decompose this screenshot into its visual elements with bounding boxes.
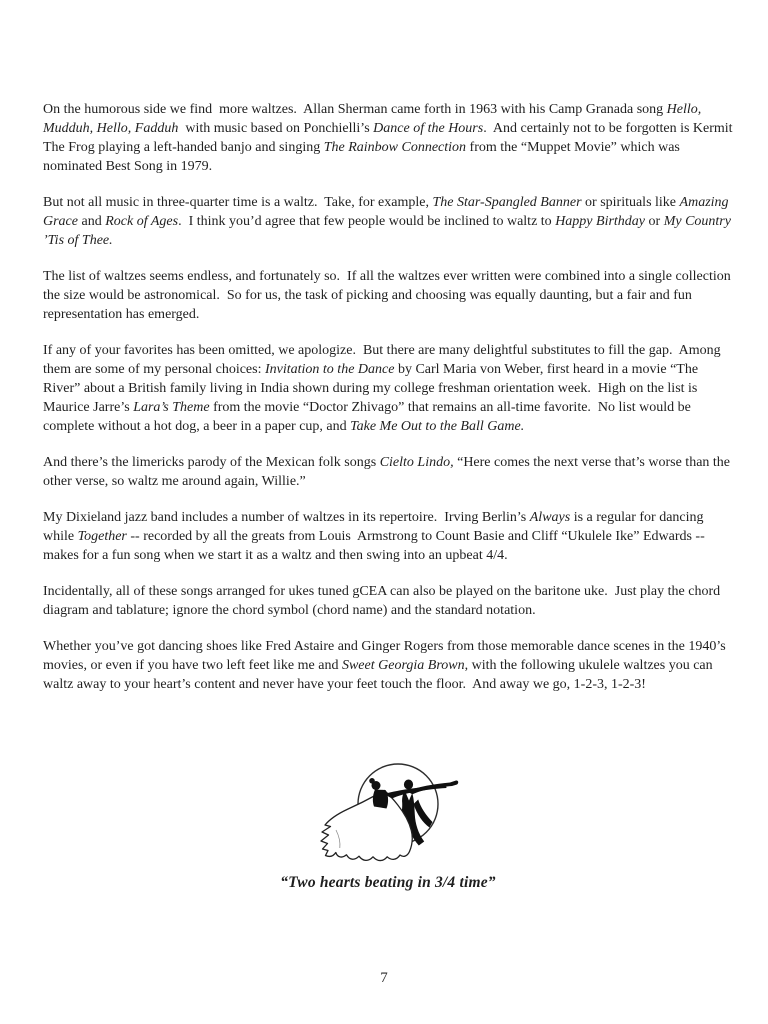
illustration-caption: “Two hearts beating in 3/4 time”: [280, 874, 496, 891]
body-paragraph: [43, 100, 736, 176]
text-run: . I think you’d agree that few people would be inclined to waltz to: [178, 214, 556, 229]
italic-title-text: The Rainbow Connection: [323, 140, 467, 155]
text-run: or spirituals like: [581, 195, 680, 210]
text-run: “Here comes the next verse that’s worse than the other verse, so waltz me around again, Willie.”: [43, 455, 734, 489]
body-paragraph: [43, 637, 733, 694]
italic-title-text: Always: [529, 510, 571, 525]
italic-title-text: Happy Birthday: [555, 214, 646, 229]
waltzing-couple-icon: [306, 752, 476, 867]
italic-title-text: Lara’s Theme: [133, 400, 210, 415]
italic-title-text: Invitation to the Dance: [264, 362, 395, 377]
text-run: On the humorous side we find more waltzes. Allan Sherman came forth in 1963 with his Camp Granada song: [43, 102, 667, 117]
text-run: from the “Muppet Movie” which was nominated Best Song in 1979.: [43, 140, 684, 174]
text-run: by Carl Maria von Weber, first heard in a movie “The River” about a British family living in India shown during my college freshman orientation week. High on the list is Maurice Jarre’s: [43, 362, 702, 415]
illustration-block: [0, 752, 768, 892]
italic-title-text: Hello, Mudduh, Hello, Fadduh: [43, 102, 705, 136]
italic-title-text: Take Me Out to the Ball Game.: [350, 419, 525, 434]
italic-title-text: My Country ’Tis of Thee.: [43, 214, 735, 248]
text-run: -- recorded by all the greats from Louis Armstrong to Count Basie and Cliff “Ukulele Ike” Edwards -- makes for a fun song when we start it as a waltz and then swing into an upbeat 4/4.: [43, 529, 709, 563]
body-paragraph: [43, 193, 733, 250]
text-run: If any of your favorites has been omitted, we apologize. But there are many delightful substitutes to fill the gap. Among them are some of my personal choices:: [43, 343, 725, 377]
body-paragraph: [43, 453, 733, 491]
text-run: . And certainly not to be forgotten is Kermit The Frog playing a left-handed banjo and singing: [43, 121, 736, 155]
body-paragraph: [43, 508, 733, 565]
italic-title-text: Sweet Georgia Brown: [341, 658, 465, 673]
italic-title-text: The Star-Spangled Banner: [432, 195, 582, 210]
italic-title-text: Amazing Grace: [43, 195, 733, 229]
text-run: Incidentally, all of these songs arranged for ukes tuned gCEA can also be played on the baritone uke. Just play the chord diagram and tablature; ignore the chord symbol (chord name) and the standard notation.: [43, 584, 724, 618]
italic-title-text: Rock of Ages: [105, 214, 179, 229]
text-run: , with the following ukulele waltzes you can waltz away to your heart’s content and never have your feet touch the floor. And away we go, 1-2-3, 1-2-3!: [43, 658, 717, 692]
text-run: Whether you’ve got dancing shoes like Fred Astaire and Ginger Rogers from those memorable dance scenes in the 1940’s movies, or even if you have two left feet like me and: [43, 639, 730, 673]
text-run: and: [78, 214, 106, 229]
text-run: or: [645, 214, 664, 229]
body-paragraph: [43, 341, 733, 436]
text-run: My Dixieland jazz band includes a number of waltzes in its repertoire. Irving Berlin’s: [43, 510, 530, 525]
text-run: The list of waltzes seems endless, and fortunately so. If all the waltzes ever written were combined into a single collection the size would be astronomical. So for us, the task of picking and choosing was equally daunting, but a fair and fun representation has emerged.: [43, 269, 735, 322]
body-paragraph: [43, 267, 733, 324]
italic-title-text: Dance of the Hours: [373, 121, 484, 136]
text-run: with music based on Ponchielli’s: [178, 121, 374, 136]
body-paragraph: [43, 582, 733, 620]
page-body: [43, 100, 736, 711]
italic-title-text: Together: [77, 529, 127, 544]
text-run: from the movie “Doctor Zhivago” that remains an all-time favorite. No list would be complete without a hot dog, a beer in a paper cup, and: [43, 400, 695, 434]
text-run: And there’s the limericks parody of the Mexican folk songs: [43, 455, 380, 470]
italic-title-text: Cielto Lindo,: [379, 455, 454, 470]
text-run: But not all music in three-quarter time is a waltz. Take, for example,: [43, 195, 433, 210]
page-number: 7: [380, 970, 388, 986]
text-run: is a regular for dancing while: [43, 510, 708, 544]
